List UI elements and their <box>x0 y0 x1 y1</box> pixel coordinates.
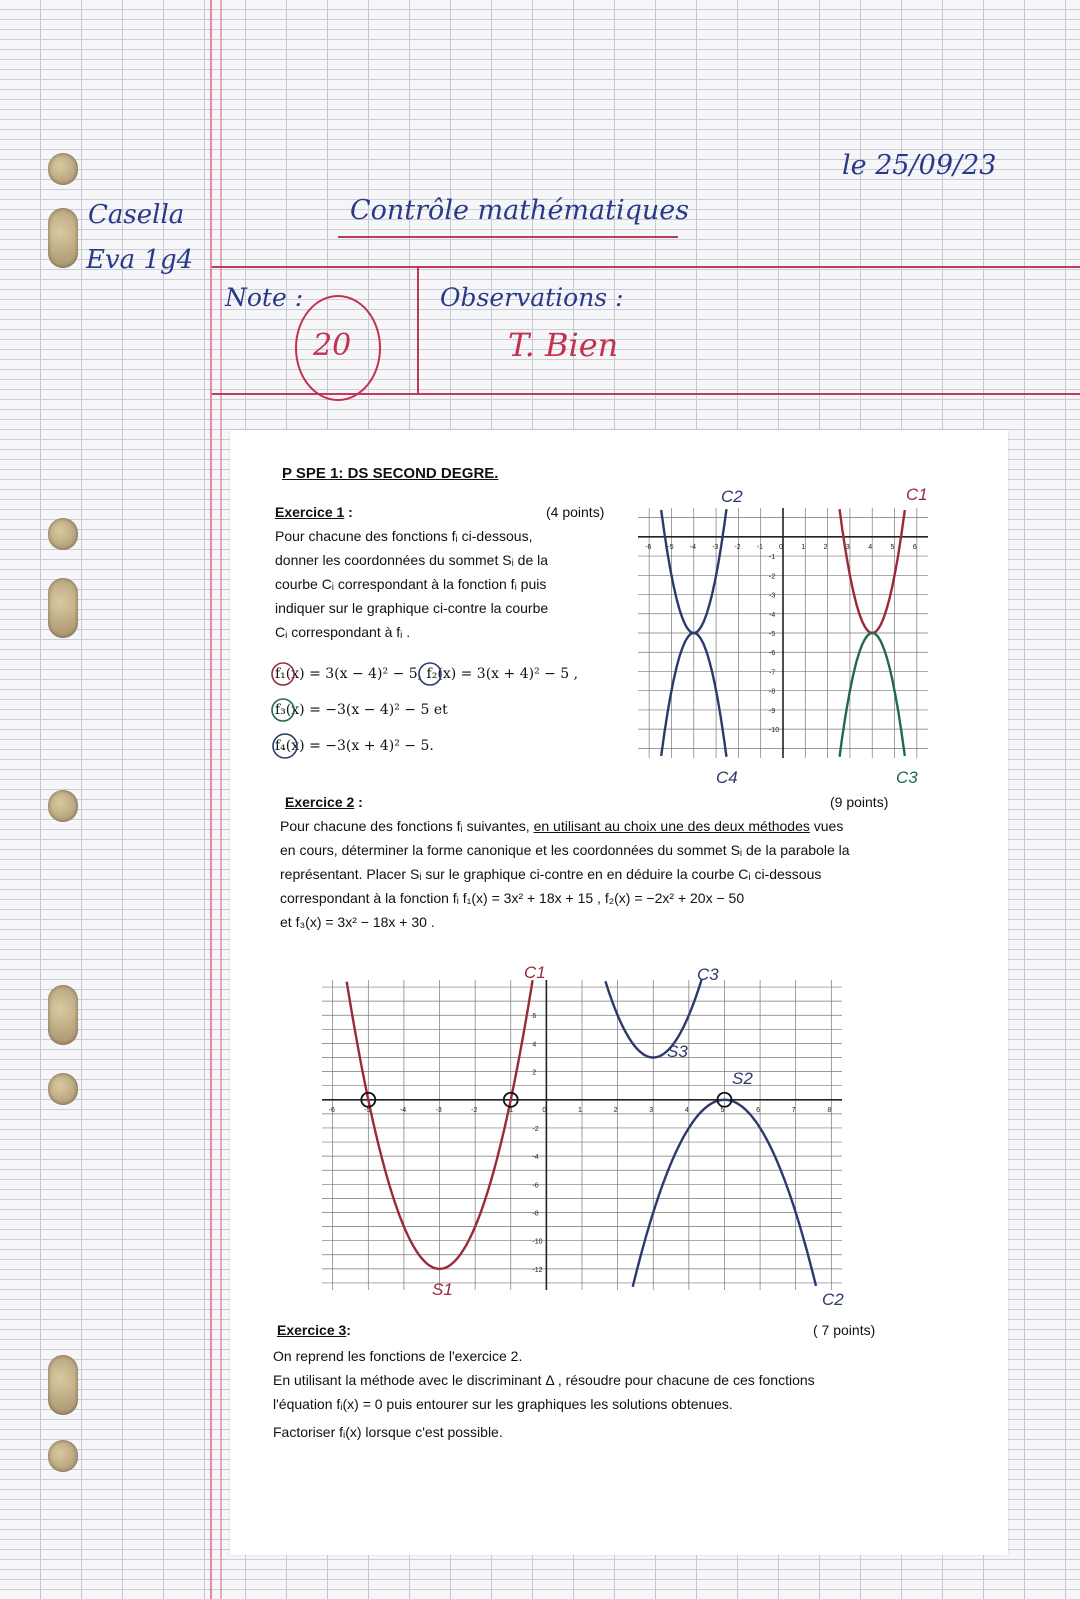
ex2-line-1-post: vues <box>809 818 844 834</box>
handwritten-label: C3 <box>697 965 719 984</box>
y-tick-label: -10 <box>769 727 780 735</box>
box-divider <box>417 268 419 393</box>
ex3-title-text: Exercice 3 <box>277 1322 347 1338</box>
ex1-text-5: Cᵢ correspondant à fᵢ . <box>275 624 411 640</box>
x-tick-label: -3 <box>435 1106 442 1114</box>
x-tick-label: 5 <box>720 1106 725 1114</box>
ex2-line-1-pre: Pour chacune des fonctions fᵢ suivantes, <box>280 818 534 834</box>
y-tick-label: -7 <box>769 669 776 677</box>
ex2-title-text: Exercice 2 <box>285 794 355 810</box>
title-underline <box>338 236 678 238</box>
x-tick-label: 1 <box>801 543 806 551</box>
y-tick-label: -10 <box>532 1238 543 1246</box>
ex3-line-1: On reprend les fonctions de l'exercice 2. <box>273 1348 523 1364</box>
x-tick-label: 4 <box>684 1106 689 1114</box>
handwritten-label: C4 <box>716 768 738 787</box>
ex2-line-1 <box>280 816 843 836</box>
grade-value: 20 <box>313 328 352 363</box>
observations-label: Observations : <box>440 283 624 312</box>
y-tick-label: 2 <box>532 1069 537 1077</box>
student-name: Casella <box>88 200 185 230</box>
ex1-formula-3: f₄(x) = −3(x + 4)² − 5. <box>275 738 434 754</box>
formula-circles <box>270 655 530 765</box>
ex1-title: Exercice 1 : <box>275 504 353 520</box>
y-tick-label: -5 <box>769 631 776 638</box>
binder-hole <box>48 153 78 185</box>
x-tick-label: 8 <box>827 1106 832 1114</box>
ex2-line-5: et f₃(x) = 3x² − 18x + 30 . <box>280 914 435 930</box>
x-tick-label: 4 <box>868 543 873 551</box>
y-tick-label: -9 <box>769 707 776 715</box>
handwritten-label: C2 <box>721 488 743 506</box>
x-tick-label: 6 <box>756 1106 760 1114</box>
x-tick-label: 2 <box>823 543 828 551</box>
y-tick-label: -8 <box>769 688 776 696</box>
ex1-text-4: indiquer sur le graphique ci-contre la courbe <box>275 600 549 616</box>
x-tick-label: 1 <box>578 1106 582 1114</box>
y-tick-label: -2 <box>532 1125 539 1133</box>
handwritten-label: C2 <box>822 1290 844 1309</box>
ex3-line-2: En utilisant la méthode avec le discriminant Δ , résoudre pour chacune de ces fonctions <box>273 1372 815 1388</box>
x-tick-label: 3 <box>649 1106 654 1114</box>
x-tick-label: -6 <box>645 543 652 551</box>
handwritten-label: S2 <box>732 1069 753 1088</box>
ex1-text-2: donner les coordonnées du sommet Sᵢ de la <box>275 552 549 568</box>
ex1-text-1: Pour chacune des fonctions fᵢ ci-dessous, <box>275 528 533 544</box>
exam-heading: P SPE 1: DS SECOND DEGRE. <box>282 465 499 482</box>
ex3-line-3: l'équation fᵢ(x) = 0 puis entourer sur les graphiques les solutions obtenues. <box>273 1396 733 1412</box>
ex3-title: Exercice 3: <box>277 1322 351 1338</box>
x-tick-label: -2 <box>734 543 741 551</box>
margin-line <box>220 0 222 1599</box>
binder-hole <box>48 1073 78 1105</box>
x-tick-label: -4 <box>689 543 697 551</box>
y-tick-label: -8 <box>532 1210 539 1218</box>
ex1-formula-1: f₁(x) = 3(x − 4)² − 5, f₂(x) = 3(x + 4)² − 5 , <box>275 666 579 682</box>
binder-hole <box>48 1355 78 1415</box>
binder-hole <box>48 985 78 1045</box>
binder-hole <box>48 578 78 638</box>
student-class: Eva 1g4 <box>86 245 194 275</box>
y-tick-label: -2 <box>769 573 776 581</box>
handwritten-label: C3 <box>896 768 918 787</box>
x-tick-label: -3 <box>712 543 719 551</box>
ex2-line-1-underlined: en utilisant au choix une des deux méthodes <box>533 818 810 834</box>
binder-hole <box>48 518 78 550</box>
binder-hole <box>48 208 78 268</box>
ex2-points: (9 points) <box>830 794 889 810</box>
handwritten-label: S1 <box>432 1280 453 1299</box>
y-tick-label: -12 <box>532 1266 543 1274</box>
chart-ex2 <box>312 960 872 1320</box>
y-tick-label: -1 <box>769 554 776 562</box>
x-tick-label: -2 <box>471 1106 478 1114</box>
x-tick-label: -1 <box>756 543 763 551</box>
x-tick-label: 2 <box>613 1106 618 1114</box>
printed-exam-sheet <box>230 430 1008 1555</box>
y-tick-label: 4 <box>532 1041 537 1049</box>
exam-title: Contrôle mathématiques <box>350 195 690 226</box>
ex2-title: Exercice 2 : <box>285 794 363 810</box>
y-tick-label: 6 <box>532 1013 537 1021</box>
x-tick-label: 7 <box>791 1106 796 1114</box>
ex1-title-text: Exercice 1 <box>275 504 345 520</box>
margin-line <box>210 0 212 1599</box>
x-tick-label: 0 <box>779 543 783 551</box>
handwritten-label: C1 <box>906 488 928 504</box>
ex3-points: ( 7 points) <box>813 1322 876 1338</box>
x-tick-label: 5 <box>890 543 895 551</box>
x-tick-label: -6 <box>328 1106 335 1114</box>
chart-ex1 <box>626 488 996 798</box>
y-tick-label: -3 <box>769 592 776 600</box>
ex1-points: (4 points) <box>546 504 605 520</box>
y-tick-label: -6 <box>769 650 776 658</box>
x-tick-label: -4 <box>399 1106 407 1114</box>
binder-hole <box>48 1440 78 1472</box>
ex1-text-3: courbe Cᵢ correspondant à la fonction fᵢ puis <box>275 576 547 592</box>
x-tick-label: 3 <box>845 543 850 551</box>
ex2-line-2: en cours, déterminer la forme canonique et les coordonnées du sommet Sᵢ de la parabole la <box>280 842 850 858</box>
binder-hole <box>48 790 78 822</box>
exam-date: le 25/09/23 <box>842 150 997 181</box>
x-tick-label: 0 <box>542 1106 547 1114</box>
x-tick-label: -1 <box>506 1106 514 1114</box>
x-tick-label: -5 <box>667 543 674 551</box>
y-tick-label: -4 <box>532 1154 539 1162</box>
x-tick-label: 6 <box>912 543 917 551</box>
y-tick-label: -4 <box>769 611 776 619</box>
x-tick-label: -5 <box>364 1106 371 1114</box>
ex3-line-4: Factoriser fᵢ(x) lorsque c'est possible. <box>273 1424 503 1440</box>
note-label: Note : <box>225 283 304 312</box>
handwritten-label: S3 <box>667 1042 688 1061</box>
y-tick-label: -6 <box>532 1182 539 1190</box>
handwritten-label: C1 <box>524 963 546 982</box>
ex2-line-3: représentant. Placer Sᵢ sur le graphique ci-contre en en déduire la courbe Cᵢ ci-dessous <box>280 866 822 882</box>
teacher-remark: T. Bien <box>508 326 619 364</box>
ex1-formula-2: f₃(x) = −3(x − 4)² − 5 et <box>275 702 448 718</box>
ex2-line-4: correspondant à la fonction fᵢ f₁(x) = 3x² + 18x + 15 , f₂(x) = −2x² + 20x − 50 <box>280 890 745 906</box>
box-top-rule <box>212 266 1080 268</box>
